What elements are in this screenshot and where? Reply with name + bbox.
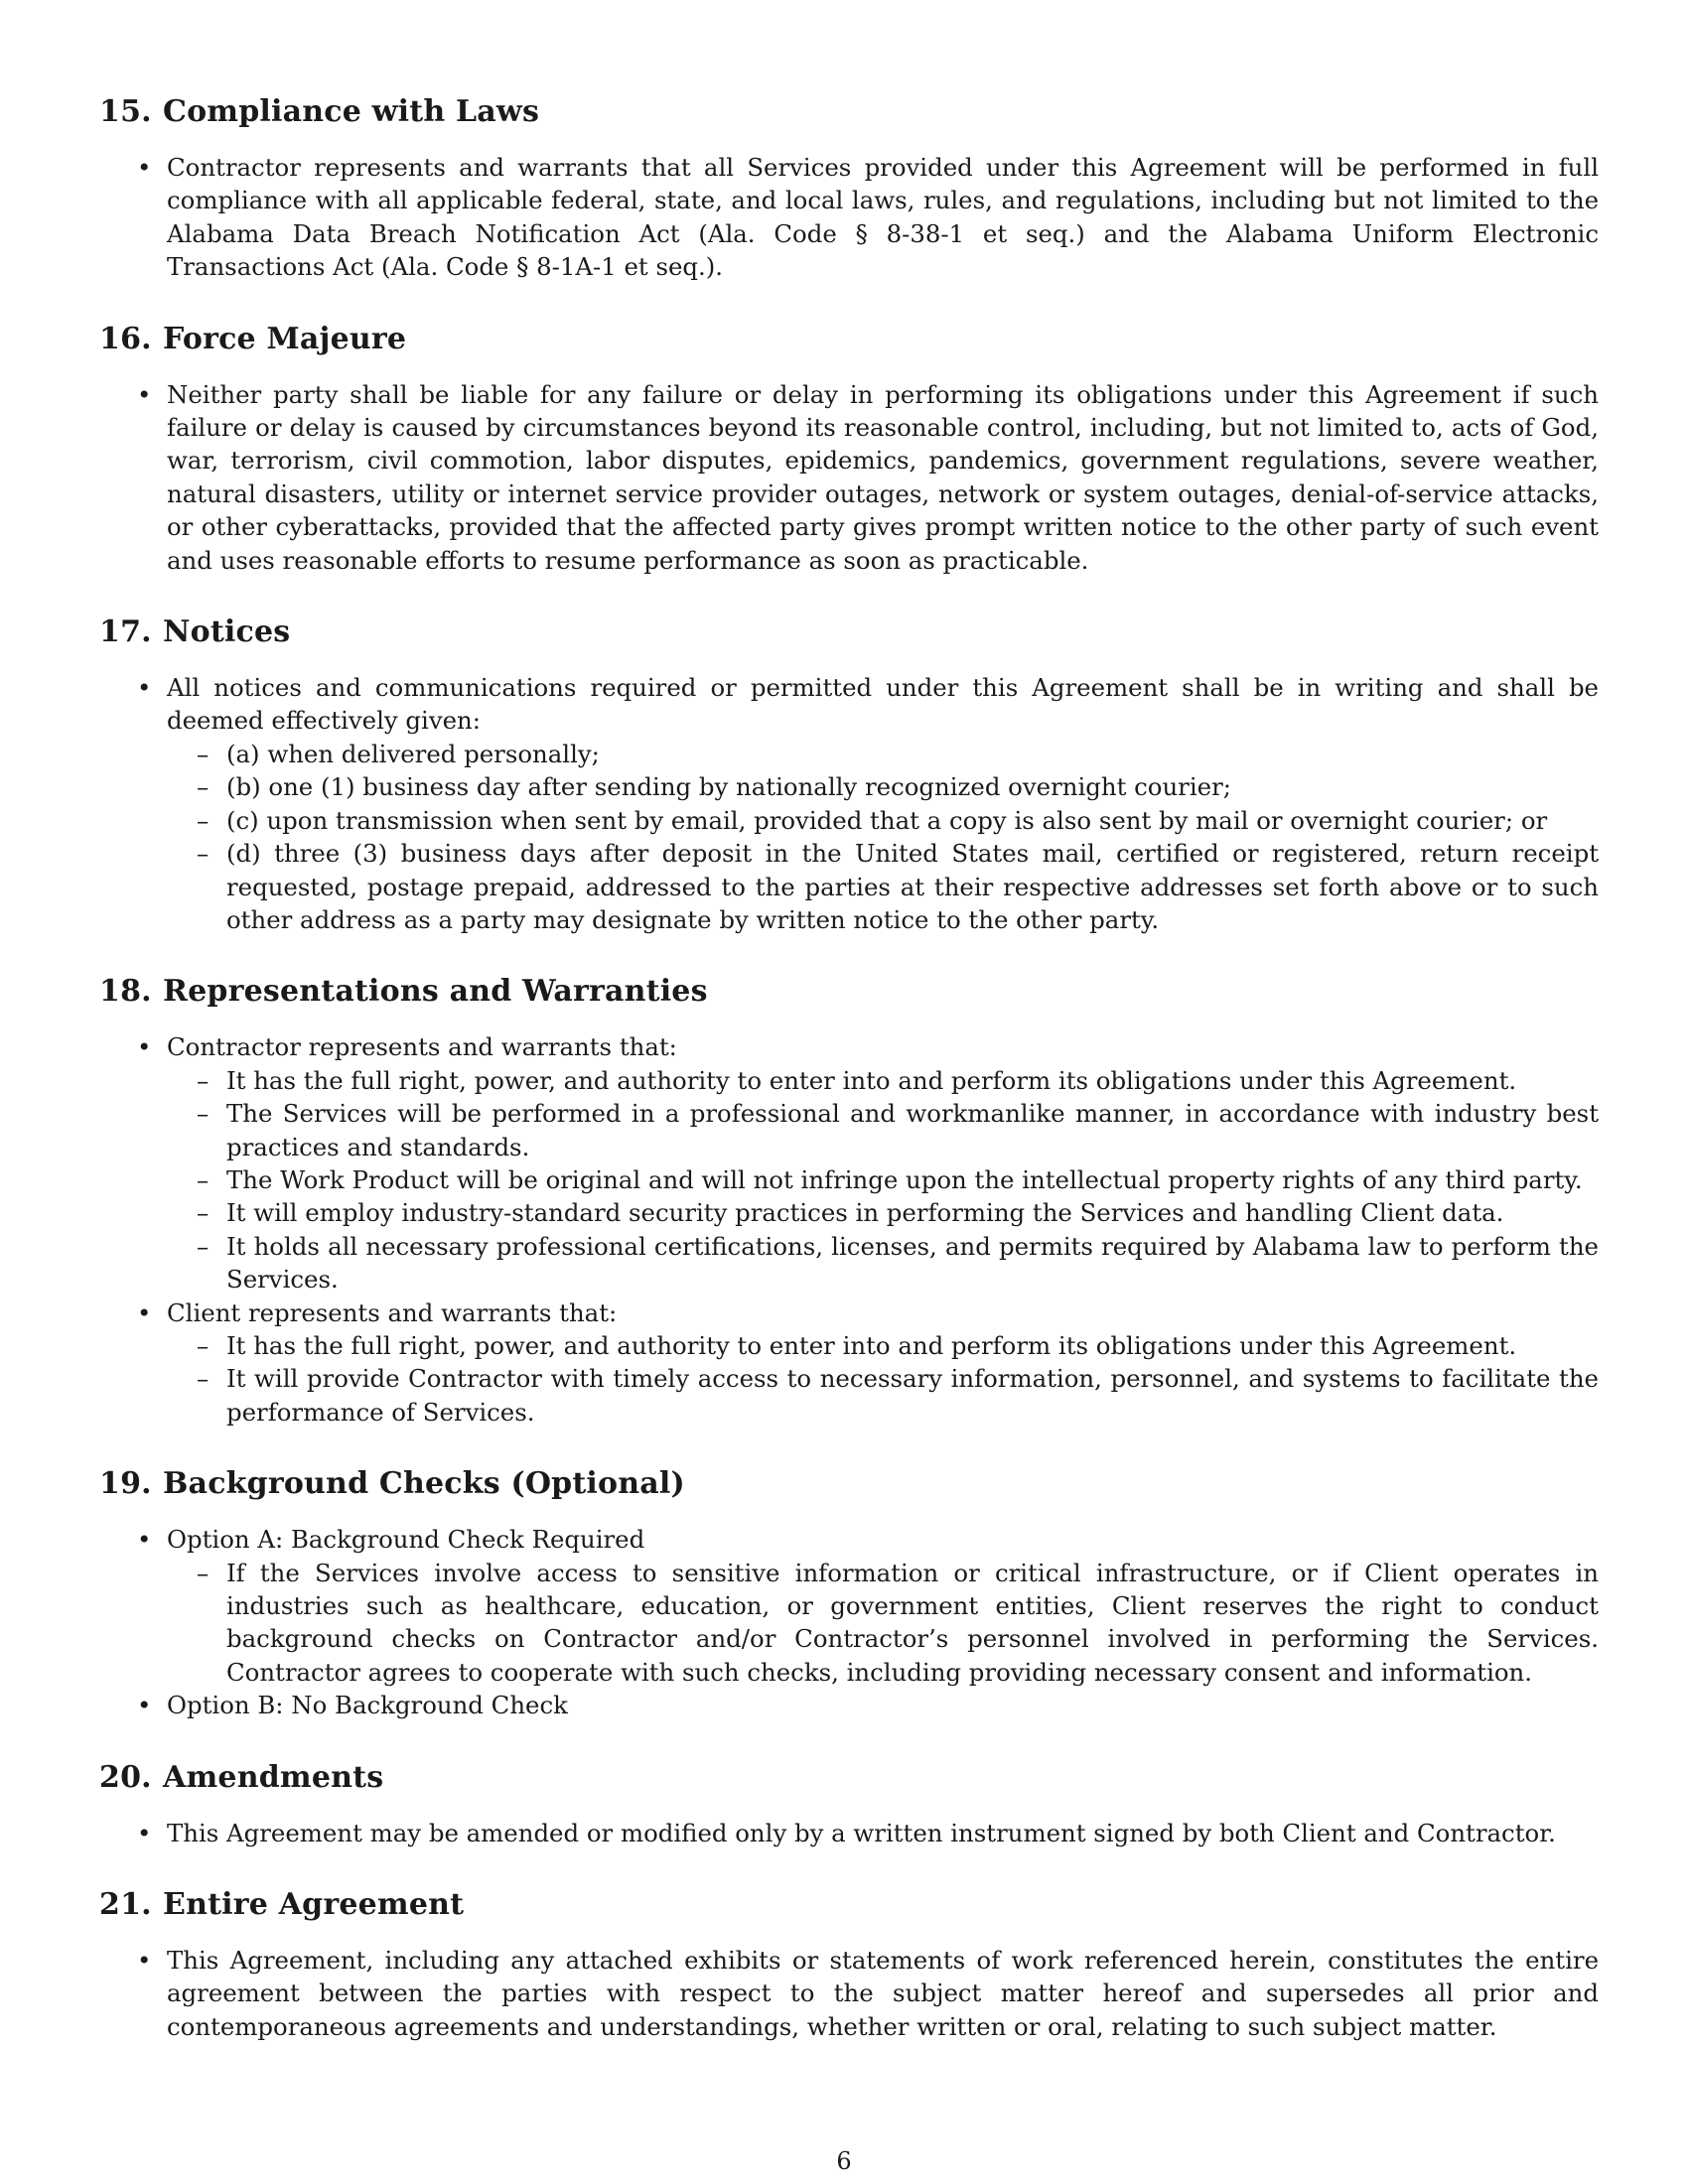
bullet-text: Option B: No Background Check [167,1691,568,1720]
page-number: 6 [836,2147,852,2175]
section-title: Amendments [163,1759,384,1795]
bullet-text: Contractor represents and warrants that all Services provided under this Agreement will be performed in full compliance with all applicable federal, state, and local laws, rules, and regulations, including but not limited to the Alabama Data Breach Notification Act (Ala. Code § 8-38-1 et seq.) and the Alabama Uniform Electronic Transactions Act (Ala. Code § 8-1A-1 et seq.). [167,153,1599,282]
bullet-list [99,1030,1599,1429]
section-number: 19. [99,1466,152,1502]
section-number: 20. [99,1759,152,1795]
bullet-list [99,151,1599,284]
section-number: 21. [99,1887,152,1923]
bullet-item [167,671,1599,936]
bullet-item [167,1030,1599,1296]
bullet-item [167,1944,1599,2043]
sub-item: – (b) one (1) business day after sending by nationally recognized overnight courier; [226,770,1599,803]
section-number: 17. [99,614,152,650]
bullet-text: All notices and communications required or permitted under this Agreement shall be in writing and shall be deemed effectively given: [167,673,1599,736]
section-notices [99,614,1599,936]
section-heading [99,1887,1599,1922]
section-background-checks-optional [99,1466,1599,1721]
section-title: Entire Agreement [163,1887,465,1923]
sub-item: – It holds all necessary professional certifications, licenses, and permits required by Alabama law to perform the Services. [226,1230,1599,1297]
section-heading [99,1760,1599,1795]
bullet-text: Option A: Background Check Required [167,1525,645,1555]
sub-list [167,1557,1599,1690]
bullet-list [99,671,1599,936]
sub-item: – It will provide Contractor with timely access to necessary information, personnel, and systems to facilitate the performance of Services. [226,1362,1599,1429]
section-force-majeure [99,322,1599,577]
bullet-item [167,1817,1599,1849]
bullet-item [167,1689,1599,1721]
section-number: 15. [99,94,152,129]
bullet-text: This Agreement, including any attached exhibits or statements of work referenced herein, constitutes the entire agreement between the parties with respect to the subject matter hereof and supersedes all prior and contemporaneous agreements and understandings, whether written or oral, relating to such subject matter. [167,1946,1599,2041]
sub-item: – The Work Product will be original and will not infringe upon the intellectual property rights of any third party. [226,1163,1599,1196]
bullet-list [99,1817,1599,1849]
sub-item: – It has the full right, power, and authority to enter into and perform its obligations under this Agreement. [226,1064,1599,1097]
section-title: Force Majeure [163,321,407,356]
bullet-list [99,378,1599,577]
section-number: 18. [99,974,152,1010]
section-representations-and-warranties [99,974,1599,1429]
section-compliance-with-laws [99,94,1599,284]
bullet-list [99,1523,1599,1721]
section-entire-agreement [99,1887,1599,2043]
bullet-text: Contractor represents and warrants that: [167,1032,677,1062]
section-heading [99,974,1599,1009]
section-heading [99,1466,1599,1501]
bullet-item [167,378,1599,577]
section-title: Background Checks (Optional) [163,1466,685,1502]
section-heading [99,322,1599,356]
bullet-item [167,1523,1599,1689]
bullet-list [99,1944,1599,2043]
sub-item: – (c) upon transmission when sent by email, provided that a copy is also sent by mail or overnight courier; or [226,804,1599,837]
section-heading [99,94,1599,129]
section-number: 16. [99,321,152,356]
sub-item: – (d) three (3) business days after deposit in the United States mail, certified or registered, return receipt requested, postage prepaid, addressed to the parties at their respective addresses set forth above or to such other address as a party may designate by written notice to the other party. [226,837,1599,936]
sub-list [167,738,1599,936]
bullet-text: Client represents and warrants that: [167,1297,618,1327]
bullet-text: Neither party shall be liable for any failure or delay in performing its obligations under this Agreement if such failure or delay is caused by circumstances beyond its reasonable control, including, but not limited to, acts of God, war, terrorism, civil commotion, labor disputes, epidemics, pandemics, government regulations, severe weather, natural disasters, utility or internet service provider outages, network or system outages, denial-of-service attacks, or other cyberattacks, provided that the affected party gives prompt written notice to the other party of such event and uses reasonable efforts to resume performance as soon as practicable. [167,379,1599,575]
bullet-item [167,151,1599,284]
sub-list [167,1329,1599,1429]
sub-item: – It has the full right, power, and authority to enter into and perform its obligations under this Agreement. [226,1329,1599,1362]
section-title: Compliance with Laws [163,94,540,129]
document-page [99,94,1599,2081]
sub-item: – It will employ industry-standard security practices in performing the Services and handling Client data. [226,1196,1599,1229]
bullet-text: This Agreement may be amended or modified only by a written instrument signed by both Client and Contractor. [167,1818,1556,1847]
bullet-item [167,1297,1599,1430]
section-title: Notices [163,614,291,650]
sub-item: – (a) when delivered personally; [226,738,1599,770]
sub-item: – The Services will be performed in a professional and workmanlike manner, in accordance with industry best practices and standards. [226,1097,1599,1163]
sub-list [167,1064,1599,1297]
section-heading [99,614,1599,649]
sub-item: – If the Services involve access to sensitive information or critical infrastructure, or if Client operates in industries such as healthcare, education, or government entities, Client reserves the right to conduct background checks on Contractor and/or Contractor’s personnel involved in performing the Services. Contractor agrees to cooperate with such checks, including providing necessary consent and information. [226,1557,1599,1690]
section-title: Representations and Warranties [163,974,708,1010]
section-amendments [99,1760,1599,1849]
